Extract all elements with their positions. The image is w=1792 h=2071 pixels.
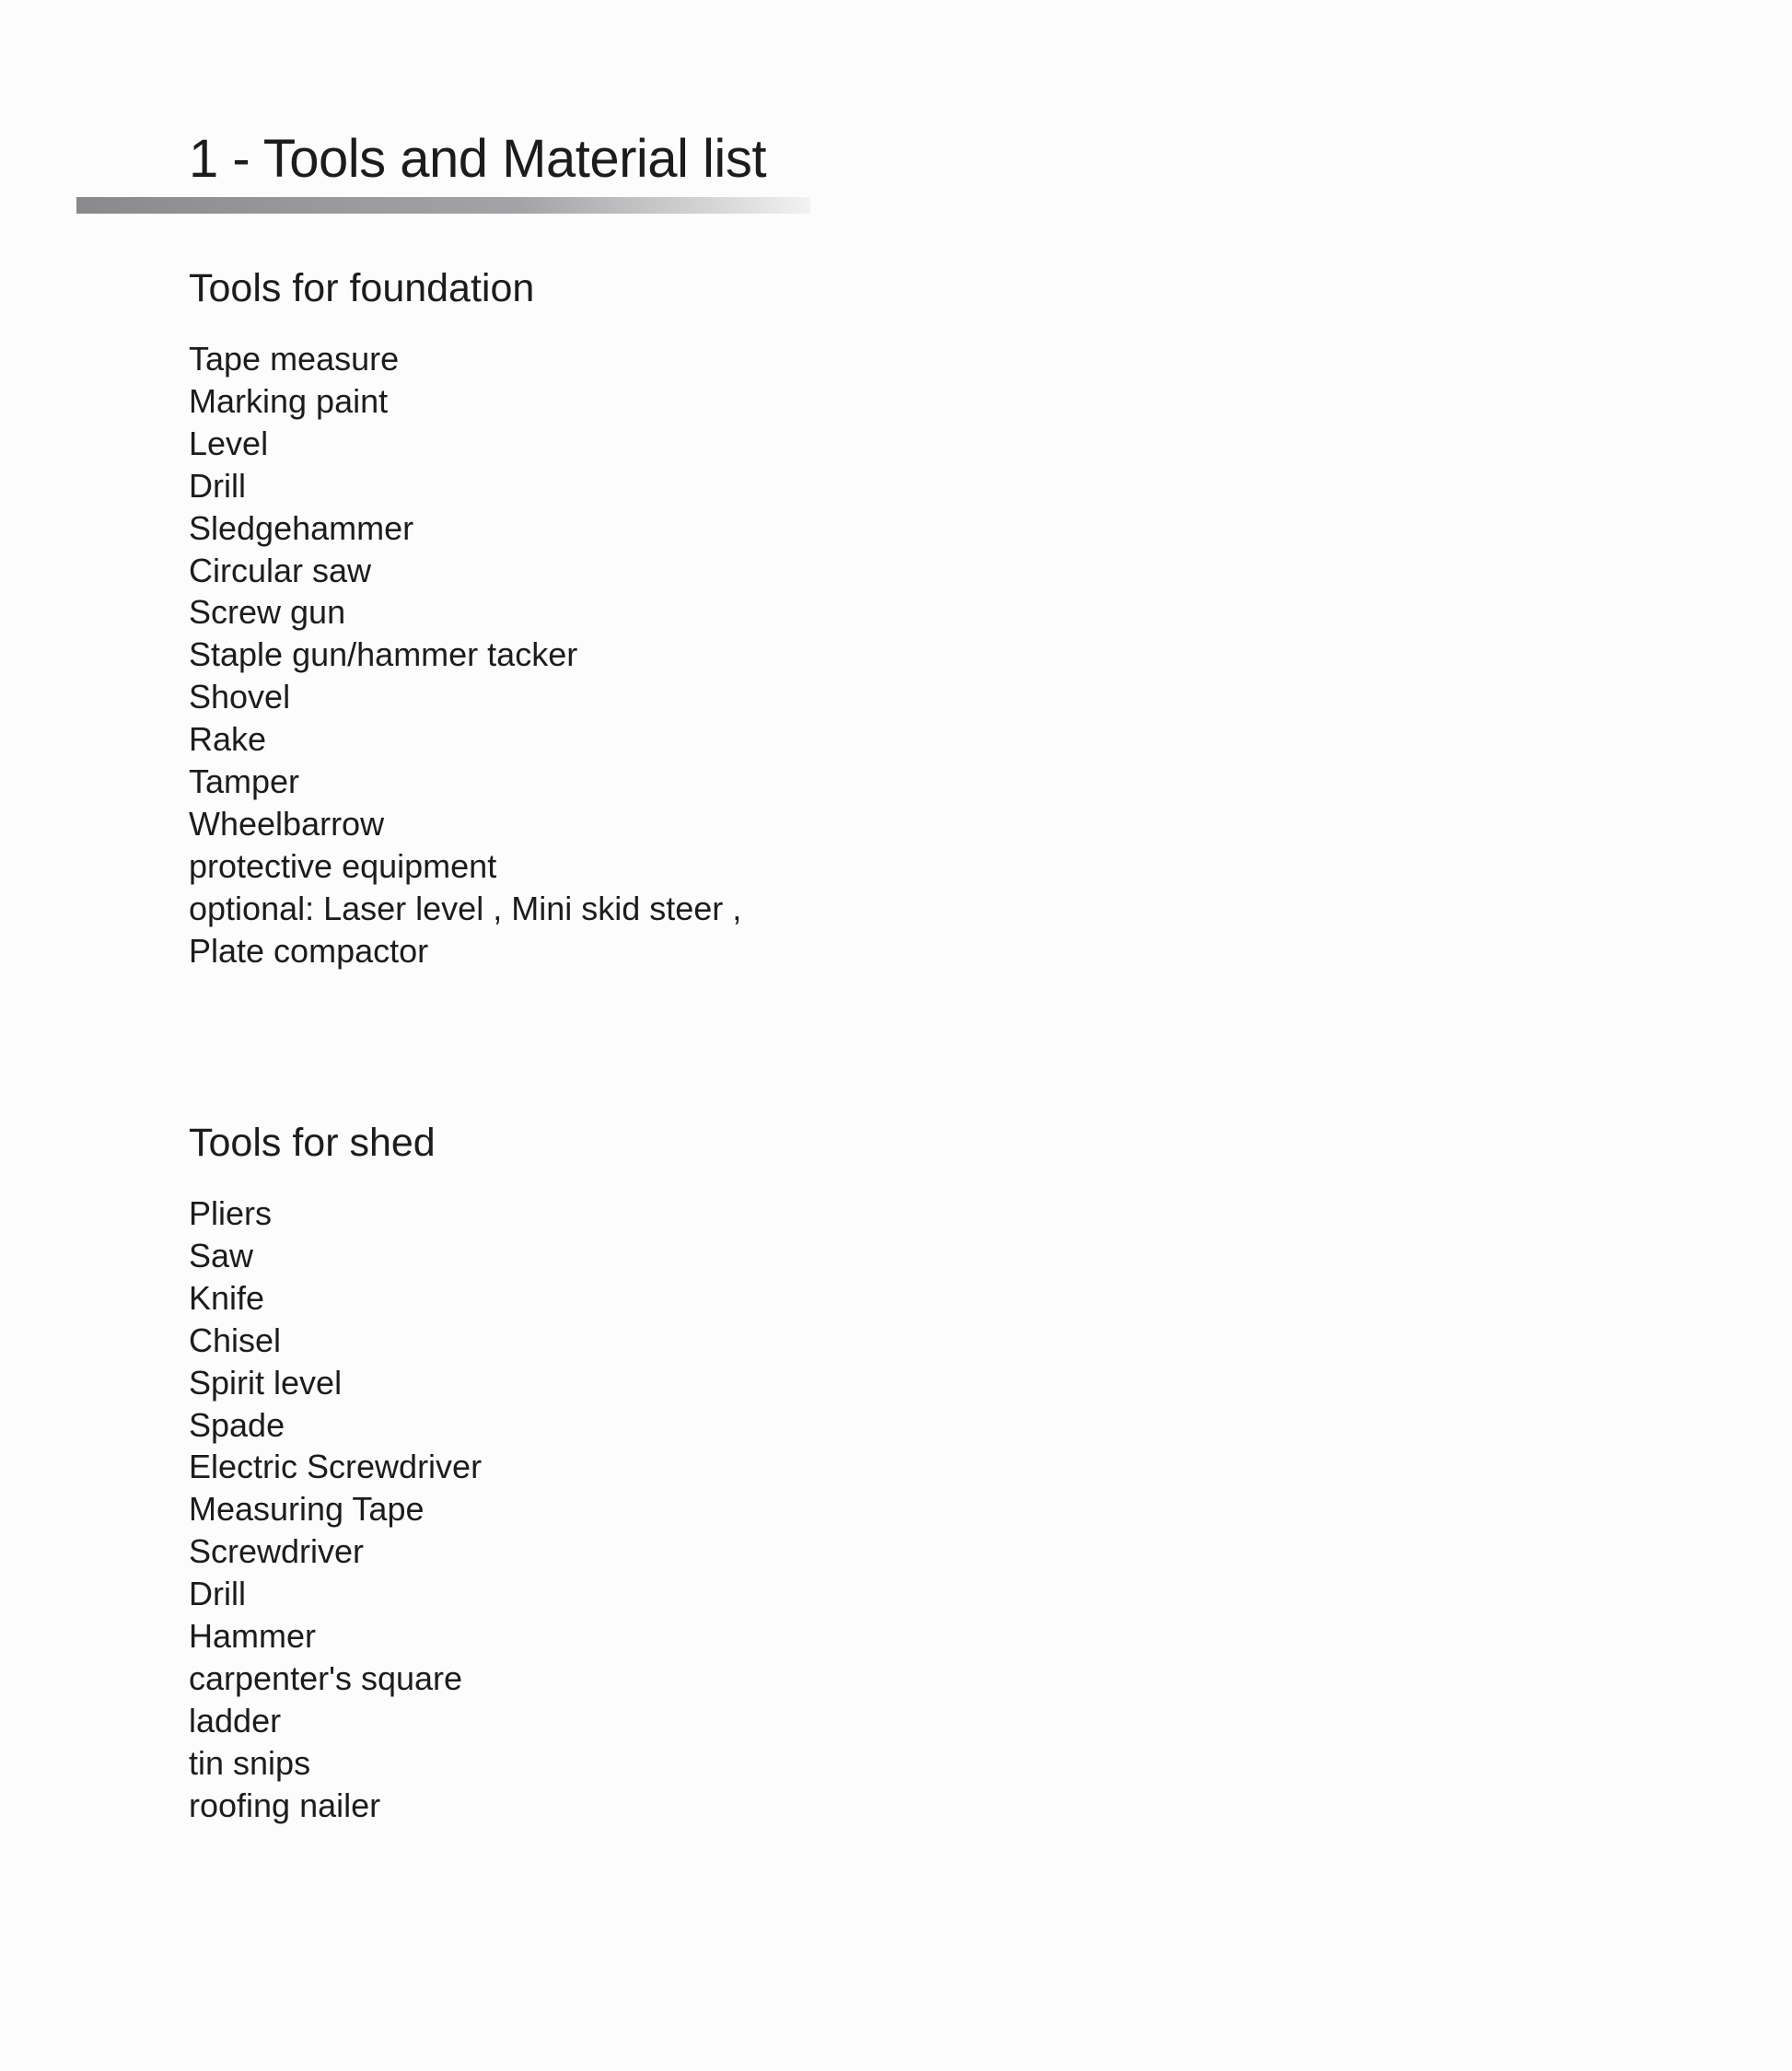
list-item: Wheelbarrow — [189, 804, 385, 843]
list-item: Measuring Tape — [189, 1490, 425, 1529]
list-item: Sledgehammer — [189, 508, 414, 547]
list-item: Level — [189, 424, 269, 462]
list-item: carpenter's square — [189, 1658, 463, 1697]
section-heading-shed: Tools for shed — [189, 1121, 436, 1165]
list-item: Hammer — [189, 1617, 317, 1656]
list-item: Knife — [189, 1278, 265, 1317]
list-item: Drill — [189, 466, 246, 505]
foundation-tools-list — [189, 338, 741, 972]
list-item: Chisel — [189, 1321, 282, 1359]
list-item: Spade — [189, 1405, 285, 1444]
shed-tools-section — [189, 1119, 482, 1827]
list-item: Pliers — [189, 1194, 273, 1232]
list-item: Tamper — [189, 762, 300, 801]
list-item: Rake — [189, 720, 267, 759]
list-item: Shovel — [189, 678, 291, 716]
list-item: Saw — [189, 1236, 254, 1274]
foundation-tools-section — [189, 264, 741, 972]
page-title: 1 - Tools and Material list — [189, 129, 766, 189]
list-item: Marking paint — [189, 381, 389, 420]
list-item: Spirit level — [189, 1363, 343, 1402]
list-item: tin snips — [189, 1743, 311, 1782]
list-item: Plate compactor — [189, 931, 429, 970]
section-heading-foundation: Tools for foundation — [189, 266, 535, 310]
list-item: Electric Screwdriver — [189, 1448, 483, 1486]
shed-tools-list — [189, 1193, 482, 1827]
list-item: ladder — [189, 1701, 282, 1739]
list-item: Circular saw — [189, 551, 372, 589]
list-item: Staple gun/hammer tacker — [189, 635, 578, 674]
title-underline-gradient — [76, 197, 810, 214]
list-item: protective equipment — [189, 846, 497, 885]
list-item: optional: Laser level , Mini skid steer , — [189, 889, 742, 927]
list-item: roofing nailer — [189, 1786, 381, 1824]
list-item: Drill — [189, 1575, 246, 1613]
list-item: Screwdriver — [189, 1532, 365, 1571]
list-item: Tape measure — [189, 340, 400, 378]
list-item: Screw gun — [189, 593, 346, 632]
